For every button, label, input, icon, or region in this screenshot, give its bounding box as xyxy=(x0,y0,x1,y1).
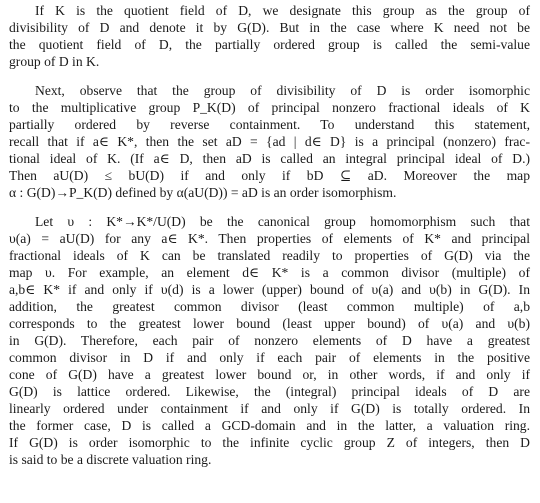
paragraph-group-of-divisibility xyxy=(9,2,530,70)
text-line: fractional ideals of K can be translated readily to properties of G(D) via the xyxy=(9,248,530,263)
text-line: group of D in K. xyxy=(9,54,100,69)
text-line: α : G(D)→P_K(D) defined by α(aU(D)) = aD is an order isomorphism. xyxy=(9,185,397,200)
text-line: to the multiplicative group P_K(D) of principal nonzero fractional ideals of K xyxy=(9,100,530,115)
text-line: corresponds to the greatest lower bound (least upper bound) of υ(a) and υ(b) xyxy=(9,316,530,331)
text-line: recall that if a∈ K*, then the set aD = {ad | d∈ D} is a principal (nonzero) frac- xyxy=(9,134,530,149)
text-line: divisibility of D and denote it by G(D). But in the case where K need not be xyxy=(9,20,530,35)
paragraph-canonical-homomorphism xyxy=(9,213,530,468)
text-line: Let υ : K*→K*/U(D) be the canonical group homomorphism such that xyxy=(35,214,530,229)
text-line: If G(D) is order isomorphic to the infinite cyclic group Z of integers, then D xyxy=(9,435,530,450)
text-line: the quotient field of D, the partially ordered group is called the semi-value xyxy=(9,37,530,52)
text-line: υ(a) = aU(D) for any a∈ K*. Then properties of elements of K* and principal xyxy=(9,231,530,246)
text-line: a,b∈ K* if and only if υ(d) is a lower (upper) bound of υ(a) and υ(b) in G(D). In xyxy=(9,282,530,297)
text-line: tional ideal of K. (If a∈ D, then aD is called an integral principal ideal of D.) xyxy=(9,151,530,166)
text-line: Next, observe that the group of divisibility of D is order isomorphic xyxy=(35,83,530,98)
text-line: Then aU(D) ≤ bU(D) if and only if bD ⊆ aD. Moreover the map xyxy=(9,168,530,183)
paragraph-order-isomorphism xyxy=(9,82,530,201)
text-line: the former case, D is called a GCD-domain and in the latter, a valuation ring. xyxy=(9,418,530,433)
text-line: G(D) is lattice ordered. Likewise, the (integral) principal ideals of D are xyxy=(9,384,530,399)
text-line: cone of G(D) have a greatest lower bound or, in other words, if and only if xyxy=(9,367,530,382)
text-line: addition, the greatest common divisor (least common multiple) of a,b xyxy=(9,299,530,314)
text-line: in G(D). Therefore, each pair of nonzero elements of D have a greatest xyxy=(9,333,530,348)
text-line: linearly ordered under containment if and only if G(D) is totally ordered. In xyxy=(9,401,530,416)
text-line: map υ. For example, an element d∈ K* is a common divisor (multiple) of xyxy=(9,265,530,280)
text-line: If K is the quotient field of D, we designate this group as the group of xyxy=(35,3,530,18)
text-line: common divisor in D if and only if each pair of elements in the positive xyxy=(9,350,530,365)
text-line: is said to be a discrete valuation ring. xyxy=(9,452,212,467)
text-line: partially ordered by reverse containment. To understand this statement, xyxy=(9,117,530,132)
